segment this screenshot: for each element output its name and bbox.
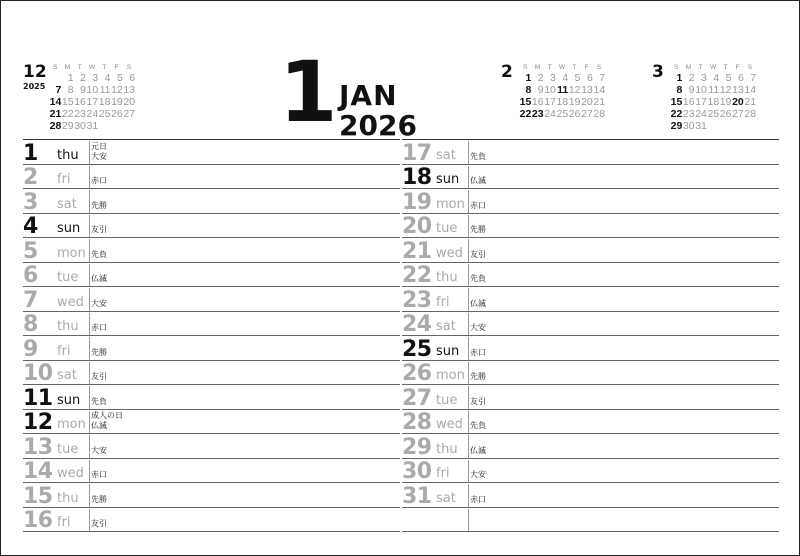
day-notes — [89, 166, 107, 189]
mini-day: 31 — [86, 120, 99, 132]
rokuyo-label: 大安 — [91, 445, 107, 455]
mini-day: 4 — [562, 72, 569, 84]
day-row — [402, 385, 779, 410]
mini-weekday-header: F — [114, 64, 119, 71]
mini-day — [123, 120, 135, 132]
rokuyo-label: 先勝 — [470, 372, 486, 381]
mini-calendar-december — [23, 63, 135, 132]
day-notes — [89, 460, 107, 483]
mini-calendar-february — [501, 63, 605, 120]
mini-day: 5 — [116, 72, 123, 84]
mini-day: 7 — [55, 84, 62, 96]
day-row — [23, 361, 400, 386]
day-row — [23, 263, 400, 288]
mini-day: 16 — [74, 96, 86, 108]
mini-weekday-header: T — [723, 64, 728, 71]
mini-day: 25 — [98, 108, 111, 120]
day-row — [23, 238, 400, 263]
mini-day: 24 — [695, 108, 707, 120]
mini-day: 28 — [593, 108, 606, 120]
day-number: 30 — [402, 459, 432, 484]
mini-day: 23 — [74, 108, 86, 120]
day-number: 20 — [402, 214, 432, 239]
day-number: 29 — [402, 434, 432, 460]
mini-grid — [49, 63, 135, 132]
mini-day: 29 — [61, 120, 74, 132]
mini-day: 13 — [581, 84, 593, 96]
day-notes — [468, 313, 486, 336]
mini-day: 22 — [670, 108, 683, 120]
mini-day: 17 — [86, 96, 99, 108]
day-of-week: thu — [436, 441, 458, 457]
mini-day: 19 — [719, 96, 732, 108]
mini-day: 21 — [593, 96, 606, 108]
mini-weekday-header: F — [735, 64, 740, 71]
month-name: JAN — [339, 79, 398, 112]
mini-year: 2025 — [23, 82, 46, 91]
day-number: 17 — [402, 140, 432, 166]
mini-weekday-header: W — [558, 64, 566, 71]
mini-day: 10 — [544, 84, 556, 96]
mini-day: 8 — [67, 84, 74, 96]
mini-day: 20 — [123, 96, 136, 108]
mini-day: 18 — [556, 96, 569, 108]
mini-day: 15 — [519, 96, 532, 108]
day-number: 1 — [23, 140, 38, 166]
mini-day — [98, 120, 110, 132]
rokuyo-label: 先負 — [470, 151, 486, 161]
current-month-number: 1 — [279, 43, 338, 141]
day-number: 16 — [23, 508, 53, 533]
mini-day: 2 — [80, 72, 86, 84]
rokuyo-label: 先負 — [91, 249, 107, 259]
rokuyo-label: 仏滅 — [470, 298, 486, 308]
day-of-week: wed — [57, 466, 84, 481]
mini-day: 6 — [586, 72, 593, 84]
day-row — [23, 189, 400, 214]
day-notes — [89, 509, 107, 532]
day-of-week: thu — [57, 490, 79, 506]
day-row — [23, 336, 400, 361]
mini-day — [719, 120, 731, 132]
day-of-week: fri — [57, 343, 71, 359]
day-number: 6 — [23, 263, 38, 288]
day-row — [23, 434, 400, 459]
mini-day: 8 — [525, 84, 532, 96]
day-of-week: sun — [436, 343, 460, 359]
day-row — [23, 140, 400, 165]
day-number: 15 — [23, 483, 53, 509]
day-number: 7 — [23, 287, 38, 313]
day-of-week: sun — [57, 221, 81, 236]
mini-day: 17 — [695, 96, 707, 108]
mini-day: 30 — [682, 120, 695, 132]
mini-day: 4 — [713, 72, 720, 84]
day-row — [23, 385, 400, 410]
mini-day: 2 — [688, 72, 695, 84]
day-row — [23, 508, 400, 533]
mini-weekday-header: F — [584, 64, 589, 71]
mini-day: 16 — [531, 96, 544, 108]
day-row — [23, 312, 400, 337]
mini-day: 23 — [531, 108, 544, 120]
mini-day: 6 — [129, 72, 136, 84]
mini-day: 27 — [123, 108, 136, 120]
mini-day: 12 — [719, 84, 732, 96]
day-number: 19 — [402, 189, 432, 215]
mini-day: 2 — [537, 72, 544, 84]
day-notes — [89, 264, 107, 287]
day-of-week: sat — [57, 196, 77, 212]
mini-day: 31 — [695, 120, 707, 132]
rokuyo-label: 赤口 — [470, 494, 486, 504]
rokuyo-label: 赤口 — [91, 176, 107, 185]
day-row — [402, 361, 779, 386]
rokuyo-label: 赤口 — [91, 470, 107, 479]
day-number: 13 — [23, 434, 53, 460]
day-number: 3 — [23, 189, 38, 215]
day-row — [402, 238, 779, 263]
mini-weekday-header: S — [673, 64, 679, 71]
rokuyo-label: 友引 — [91, 225, 107, 234]
day-row — [23, 214, 400, 239]
rokuyo-label: 赤口 — [470, 347, 486, 357]
mini-day: 1 — [67, 72, 74, 84]
day-of-week: tue — [57, 270, 79, 285]
year: 2026 — [339, 109, 417, 142]
mini-weekday-header: T — [102, 64, 107, 71]
mini-day: 28 — [744, 108, 757, 120]
day-notes — [89, 313, 107, 336]
day-notes — [468, 484, 486, 507]
mini-weekday-header: M — [534, 64, 541, 71]
day-row — [23, 287, 400, 312]
rokuyo-label: 友引 — [91, 372, 107, 381]
mini-day: 23 — [682, 108, 695, 120]
mini-weekday-header: T — [572, 64, 577, 71]
rokuyo-label: 先負 — [91, 396, 107, 406]
mini-weekday-header: M — [64, 64, 71, 71]
mini-day — [731, 120, 743, 132]
day-number: 9 — [23, 336, 38, 362]
mini-day: 20 — [732, 96, 744, 108]
mini-weekday-header: T — [698, 64, 703, 71]
day-notes — [89, 484, 107, 507]
day-of-week: sat — [57, 368, 77, 383]
mini-grid — [670, 63, 756, 132]
rokuyo-label: 友引 — [470, 396, 486, 406]
mini-day: 18 — [98, 96, 111, 108]
day-number: 2 — [23, 165, 38, 190]
mini-month-number: 2 — [501, 62, 513, 82]
mini-day: 14 — [593, 84, 606, 96]
mini-day: 5 — [725, 72, 732, 84]
mini-day: 17 — [544, 96, 556, 108]
rokuyo-label: 先勝 — [470, 225, 486, 234]
mini-day: 19 — [568, 96, 581, 108]
day-of-week: wed — [57, 294, 84, 310]
days-column-left — [23, 139, 400, 532]
day-of-week: fri — [436, 466, 450, 481]
day-notes — [468, 166, 486, 189]
mini-day: 7 — [599, 72, 606, 84]
mini-day: 30 — [74, 120, 86, 132]
day-row — [402, 459, 779, 484]
rokuyo-label: 仏滅 — [91, 421, 107, 430]
mini-weekday-header: M — [685, 64, 692, 71]
mini-day: 11 — [557, 84, 569, 96]
rokuyo-label: 先勝 — [91, 200, 107, 210]
day-number: 5 — [23, 238, 38, 264]
day-notes — [468, 509, 470, 532]
day-notes — [468, 386, 486, 409]
day-number: 25 — [402, 336, 432, 362]
day-row — [402, 189, 779, 214]
rokuyo-label: 赤口 — [91, 323, 107, 332]
day-notes — [89, 215, 107, 238]
day-row — [23, 459, 400, 484]
day-number: 14 — [23, 459, 53, 484]
day-row — [23, 483, 400, 508]
mini-day — [744, 120, 756, 132]
rokuyo-label: 仏滅 — [470, 176, 486, 185]
mini-day: 1 — [525, 72, 532, 84]
day-notes — [468, 460, 486, 483]
rokuyo-label: 先負 — [470, 421, 486, 430]
day-row — [402, 263, 779, 288]
mini-day: 14 — [49, 96, 62, 108]
day-notes — [468, 215, 486, 238]
day-of-week: mon — [436, 196, 465, 212]
mini-day: 4 — [104, 72, 111, 84]
mini-day: 26 — [568, 108, 581, 120]
rokuyo-label: 先負 — [470, 274, 486, 283]
rokuyo-label: 先勝 — [91, 347, 107, 357]
mini-day: 28 — [49, 120, 62, 132]
mini-weekday-header: W — [88, 64, 96, 71]
day-number: 24 — [402, 312, 432, 337]
rokuyo-label: 友引 — [470, 249, 486, 259]
day-notes — [89, 435, 107, 458]
day-number: 18 — [402, 165, 432, 190]
day-of-week: fri — [57, 172, 71, 187]
day-notes — [89, 362, 107, 385]
day-notes — [89, 239, 107, 262]
mini-day: 11 — [708, 84, 720, 96]
mini-day: 3 — [92, 72, 99, 84]
day-row — [402, 508, 779, 533]
day-notes — [468, 337, 486, 360]
mini-day: 14 — [744, 84, 757, 96]
day-row — [23, 410, 400, 435]
rokuyo-label: 大安 — [91, 298, 107, 308]
day-row — [402, 312, 779, 337]
mini-day: 9 — [80, 84, 86, 96]
mini-day: 1 — [676, 72, 683, 84]
day-notes — [468, 264, 486, 287]
mini-day: 3 — [701, 72, 707, 84]
day-of-week: mon — [57, 417, 86, 432]
mini-grid — [519, 63, 605, 120]
day-number: 8 — [23, 312, 38, 337]
mini-weekday-header: S — [126, 64, 132, 71]
day-notes — [468, 141, 486, 164]
day-row — [402, 434, 779, 459]
rokuyo-label: 大安 — [91, 151, 107, 161]
mini-day: 26 — [719, 108, 732, 120]
mini-day: 22 — [519, 108, 532, 120]
day-number: 12 — [23, 410, 53, 435]
mini-weekday-header: W — [709, 64, 717, 71]
mini-day: 26 — [111, 108, 123, 120]
mini-day: 7 — [750, 72, 757, 84]
mini-day: 12 — [111, 84, 123, 96]
day-number: 4 — [23, 214, 38, 239]
mini-day: 8 — [676, 84, 683, 96]
day-of-week: fri — [436, 294, 450, 310]
mini-day: 19 — [111, 96, 123, 108]
mini-day: 6 — [737, 72, 744, 84]
mini-day: 9 — [537, 84, 544, 96]
mini-day: 9 — [688, 84, 695, 96]
rokuyo-label: 大安 — [470, 470, 486, 479]
mini-day: 13 — [732, 84, 744, 96]
mini-day: 10 — [86, 84, 99, 96]
day-of-week: wed — [436, 417, 463, 432]
day-row — [402, 214, 779, 239]
rokuyo-label: 友引 — [91, 519, 107, 528]
mini-weekday-header: S — [747, 64, 753, 71]
day-row — [402, 287, 779, 312]
mini-day: 3 — [550, 72, 556, 84]
mini-day: 20 — [581, 96, 593, 108]
day-of-week: sat — [436, 319, 456, 334]
day-of-week: thu — [57, 147, 79, 163]
day-number: 10 — [23, 361, 53, 386]
day-number: 21 — [402, 238, 432, 264]
day-of-week: tue — [57, 441, 79, 457]
day-notes — [89, 386, 107, 409]
rokuyo-label: 元日 — [91, 141, 107, 151]
day-notes — [89, 337, 107, 360]
day-notes — [89, 288, 107, 311]
month-title — [339, 81, 417, 141]
day-of-week: wed — [436, 245, 463, 261]
mini-day: 27 — [732, 108, 744, 120]
mini-month-number: 12 — [23, 62, 47, 82]
day-of-week: fri — [57, 515, 71, 530]
day-of-week: sun — [436, 172, 460, 187]
day-notes — [468, 362, 486, 385]
mini-day: 18 — [707, 96, 720, 108]
mini-day: 15 — [61, 96, 74, 108]
day-of-week: thu — [57, 319, 79, 334]
day-of-week: tue — [436, 221, 458, 236]
day-row — [402, 336, 779, 361]
rokuyo-label: 仏滅 — [91, 274, 107, 283]
mini-day: 16 — [682, 96, 695, 108]
mini-day — [110, 120, 122, 132]
mini-day: 24 — [86, 108, 99, 120]
mini-day: 11 — [99, 84, 111, 96]
day-number: 11 — [23, 385, 53, 411]
day-number: 27 — [402, 385, 432, 411]
mini-month-number: 3 — [652, 62, 664, 82]
rokuyo-label: 成人の日 — [91, 411, 123, 420]
rokuyo-label: 先勝 — [91, 494, 107, 504]
rokuyo-label: 赤口 — [470, 200, 486, 210]
mini-day: 5 — [574, 72, 581, 84]
day-notes — [468, 239, 486, 262]
day-of-week: sun — [57, 392, 81, 408]
mini-weekday-header: S — [52, 64, 58, 71]
rokuyo-label: 大安 — [470, 323, 486, 332]
mini-day: 21 — [49, 108, 62, 120]
mini-day: 29 — [670, 120, 683, 132]
day-notes — [89, 141, 107, 164]
day-notes — [468, 288, 486, 311]
mini-day: 10 — [695, 84, 707, 96]
mini-weekday-header: S — [522, 64, 528, 71]
mini-day: 12 — [568, 84, 581, 96]
mini-day: 21 — [744, 96, 757, 108]
days-column-right — [402, 139, 779, 532]
mini-day: 24 — [544, 108, 556, 120]
day-number: 23 — [402, 287, 432, 313]
day-number: 31 — [402, 483, 432, 509]
day-notes — [468, 190, 486, 213]
day-row — [402, 140, 779, 165]
mini-day: 13 — [123, 84, 136, 96]
day-row — [402, 165, 779, 190]
day-notes — [89, 190, 107, 213]
mini-weekday-header: T — [77, 64, 82, 71]
day-row — [402, 410, 779, 435]
day-notes — [468, 435, 486, 458]
day-of-week: tue — [436, 392, 458, 408]
mini-day: 22 — [61, 108, 74, 120]
mini-day: 25 — [707, 108, 720, 120]
mini-weekday-header: S — [596, 64, 602, 71]
day-of-week: thu — [436, 270, 458, 285]
day-number: 22 — [402, 263, 432, 288]
day-number: 28 — [402, 410, 432, 435]
day-number: 26 — [402, 361, 432, 386]
mini-day — [49, 72, 61, 84]
day-of-week: mon — [436, 368, 465, 383]
day-row — [23, 165, 400, 190]
day-row — [402, 483, 779, 508]
mini-weekday-header: T — [547, 64, 552, 71]
rokuyo-label: 仏滅 — [470, 445, 486, 455]
day-notes — [468, 411, 486, 434]
mini-calendar-march — [652, 63, 756, 132]
day-of-week: mon — [57, 245, 86, 261]
mini-day: 27 — [581, 108, 593, 120]
day-of-week: sat — [436, 147, 456, 163]
day-of-week: sat — [436, 490, 456, 506]
day-notes — [89, 411, 123, 434]
mini-day — [707, 120, 719, 132]
mini-day: 15 — [670, 96, 683, 108]
mini-day: 25 — [556, 108, 569, 120]
